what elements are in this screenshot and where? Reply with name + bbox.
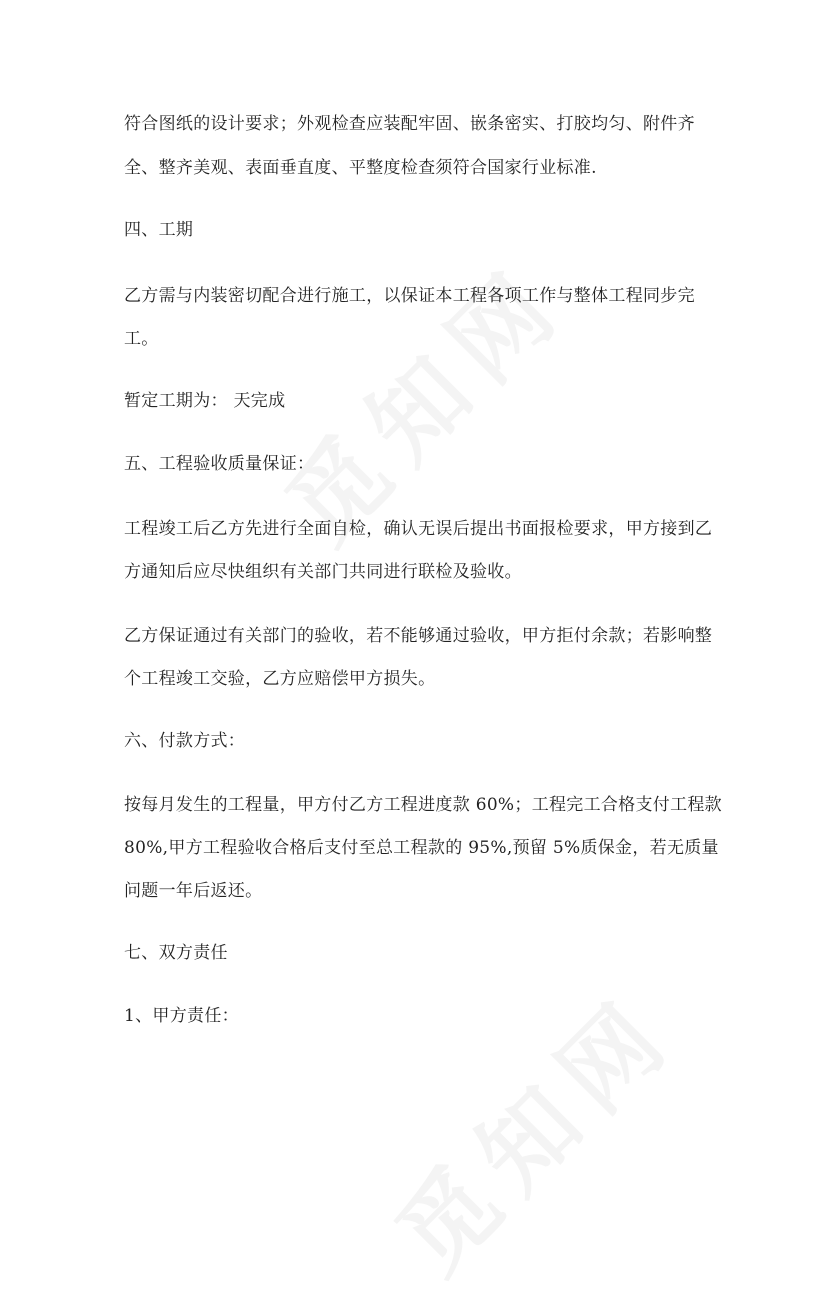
section-heading: 四、工期 (124, 220, 194, 240)
paragraph-line: 问题一年后返还。 (124, 881, 263, 901)
section-heading: 五、工程验收质量保证： (124, 454, 315, 474)
paragraph-line: 乙方需与内装密切配合进行施工，以保证本工程各项工作与整体工程同步完 (124, 286, 695, 306)
paragraph-line: 按每月发生的工程量，甲方付乙方工程进度款 60%；工程完工合格支付工程款 (124, 795, 722, 815)
paragraph-line: 80%,甲方工程验收合格后支付至总工程款的 95%,预留 5%质保金，若无质量 (124, 838, 719, 858)
section-heading: 七、双方责任 (124, 943, 228, 963)
paragraph-line: 暂定工期为： 天完成 (124, 391, 286, 411)
section-heading: 六、付款方式： (124, 731, 246, 751)
paragraph-line: 工。 (124, 329, 159, 349)
paragraph-line: 乙方保证通过有关部门的验收，若不能够通过验收，甲方拒付余款；若影响整 (124, 626, 713, 646)
paragraph-line: 个工程竣工交验，乙方应赔偿甲方损失。 (124, 669, 436, 689)
watermark (362, 959, 701, 1298)
paragraph-line: 全、整齐美观、表面垂直度、平整度检查须符合国家行业标准. (124, 158, 597, 178)
paragraph-line: 工程竣工后乙方先进行全面自检，确认无误后提出书面报检要求，甲方接到乙 (124, 519, 713, 539)
paragraph-line: 符合图纸的设计要求；外观检查应装配牢固、嵌条密实、打胶均匀、附件齐 (124, 114, 695, 134)
paragraph-line: 方通知后应尽快组织有关部门共同进行联检及验收。 (124, 562, 522, 582)
subsection-heading: 1、甲方责任： (124, 1006, 239, 1026)
